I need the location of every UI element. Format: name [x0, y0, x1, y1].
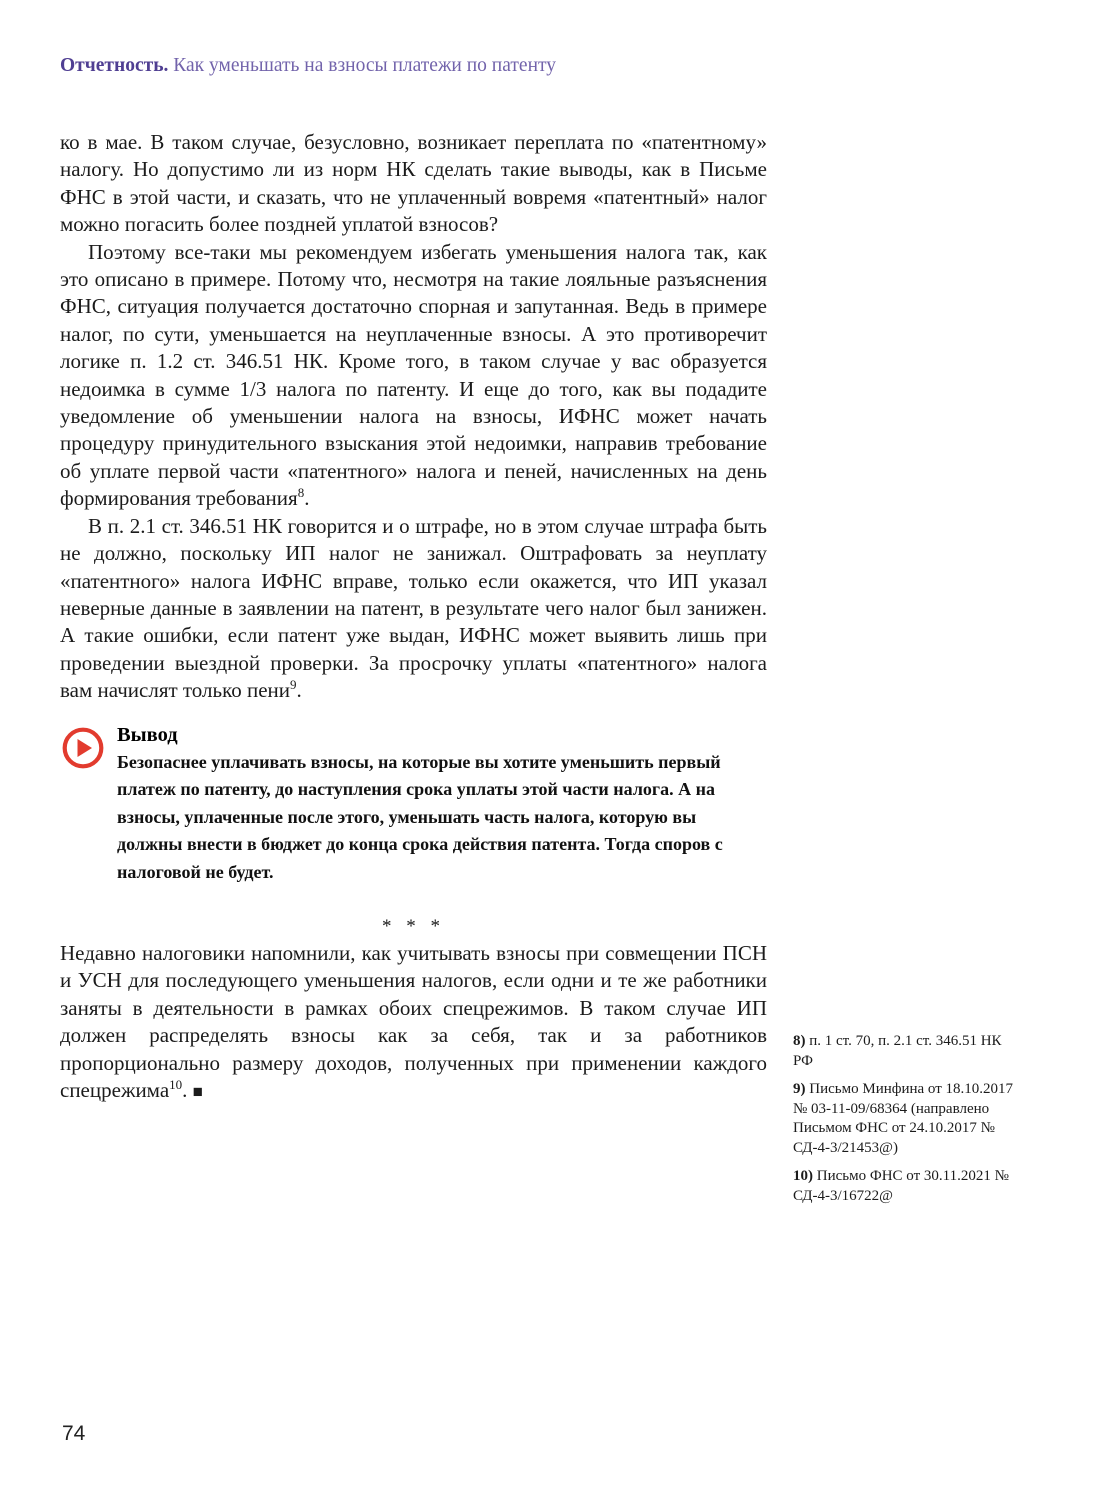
paragraph-tail: .	[296, 678, 302, 703]
page-number: 74	[62, 1422, 86, 1445]
paragraph	[60, 239, 767, 513]
conclusion-text: Безопаснее уплачивать взносы, на которые вы хотите уменьшить первый платеж по патенту, до наступления срока уплаты этой части налога. А на взносы, уплаченные после этого, уменьшать часть налога, которую вы должны внести в бюджет до конца срока действия патента. Тогда споров с налоговой не будет.	[117, 751, 723, 882]
paragraph-tail: .	[304, 486, 310, 511]
footnote-ref-9: 9	[290, 677, 297, 693]
article-end-marker: ■	[192, 1081, 203, 1101]
footnote-number: 9)	[793, 1081, 806, 1097]
article-title: Как уменьшать на взносы платежи по патенту	[173, 55, 557, 76]
paragraph	[60, 513, 767, 705]
footnote-ref-10: 10	[169, 1076, 183, 1092]
paragraph-text: Недавно налоговики напомнили, как учитывать взносы при совмещении ПСН и УСН для последующего уменьшения налогов, если одни и те же работники заняты в деятельности в рамках обоих спецрежимов. В таком случае ИП должен распределять взносы как за себя, так и за работников пропорционально размеру доходов, полученных при применении каждого спецрежима	[60, 940, 767, 1102]
footnote-number: 8)	[793, 1033, 806, 1049]
footnote-8	[793, 1032, 1025, 1071]
footnote-ref-8: 8	[297, 485, 305, 501]
footnote-10	[793, 1167, 1025, 1206]
conclusion-heading: Вывод	[117, 723, 178, 746]
footnote-number: 10)	[793, 1168, 813, 1184]
section-name: Отчетность.	[60, 55, 169, 76]
article-body	[60, 129, 767, 1105]
play-circle-icon	[62, 727, 104, 769]
paragraph-text: Поэтому все-таки мы рекомендуем избегать уменьшения налога так, как это описано в примере. Потому что, несмотря на такие лояльные разъяснения ФНС, ситуация получается достаточно спорная и запутанная. Ведь в примере налог, по сути, уменьшается на неуплаченные взносы. А это противоречит логике п. 1.2 ст. 346.51 НК. Кроме того, в таком случае у вас образуется недоимка в сумме 1/3 налога по патенту. И еще до того, как вы подадите уведомление об уменьшении налога на взносы, ИФНС может начать процедуру принудительного взыскания этой недоимки, направив требование об уплате первой части «патентного» налога и пеней, начисленных на день формирования требования	[60, 239, 767, 511]
paragraph: ко в мае. В таком случае, безусловно, возникает переплата по «патентному» налогу. Но допустимо ли из норм НК сделать такие выводы, как в Письме ФНС в этой части, и сказать, что не уплаченный вовремя «патентный» налог можно погасить более поздней уплатой взносов?	[60, 130, 767, 237]
footnote-text: п. 1 ст. 70, п. 2.1 ст. 346.51 НК РФ	[793, 1033, 1002, 1069]
footnote-text: Письмо Минфина от 18.10.2017 № 03-11-09/68364 (направлено Письмом ФНС от 24.10.2017 № СД-4-3/21453@)	[793, 1081, 1014, 1156]
running-head	[60, 54, 556, 78]
paragraph-tail: .	[182, 1077, 193, 1102]
conclusion-block	[60, 722, 767, 892]
paragraph-text: В п. 2.1 ст. 346.51 НК говорится и о штрафе, но в этом случае штрафа быть не должно, поскольку ИП налог не занижал. Оштрафовать за неуплату «патентного» налога ИФНС вправе, только если окажется, что ИП указал неверные данные в заявлении на патент, в результате чего налог был занижен. А такие ошибки, если патент уже выдан, ИФНС может выявить лишь при проведении выездной проверки. За просрочку уплаты «патентного» налога вам начислят только пени	[60, 513, 767, 703]
footnotes-column	[793, 1032, 1025, 1215]
footnote-text: Письмо ФНС от 30.11.2021 № СД-4-3/16722@	[793, 1168, 1009, 1204]
closing-paragraph	[60, 940, 767, 1105]
asterisk-separator: * * *	[382, 915, 445, 937]
footnote-9	[793, 1080, 1025, 1158]
